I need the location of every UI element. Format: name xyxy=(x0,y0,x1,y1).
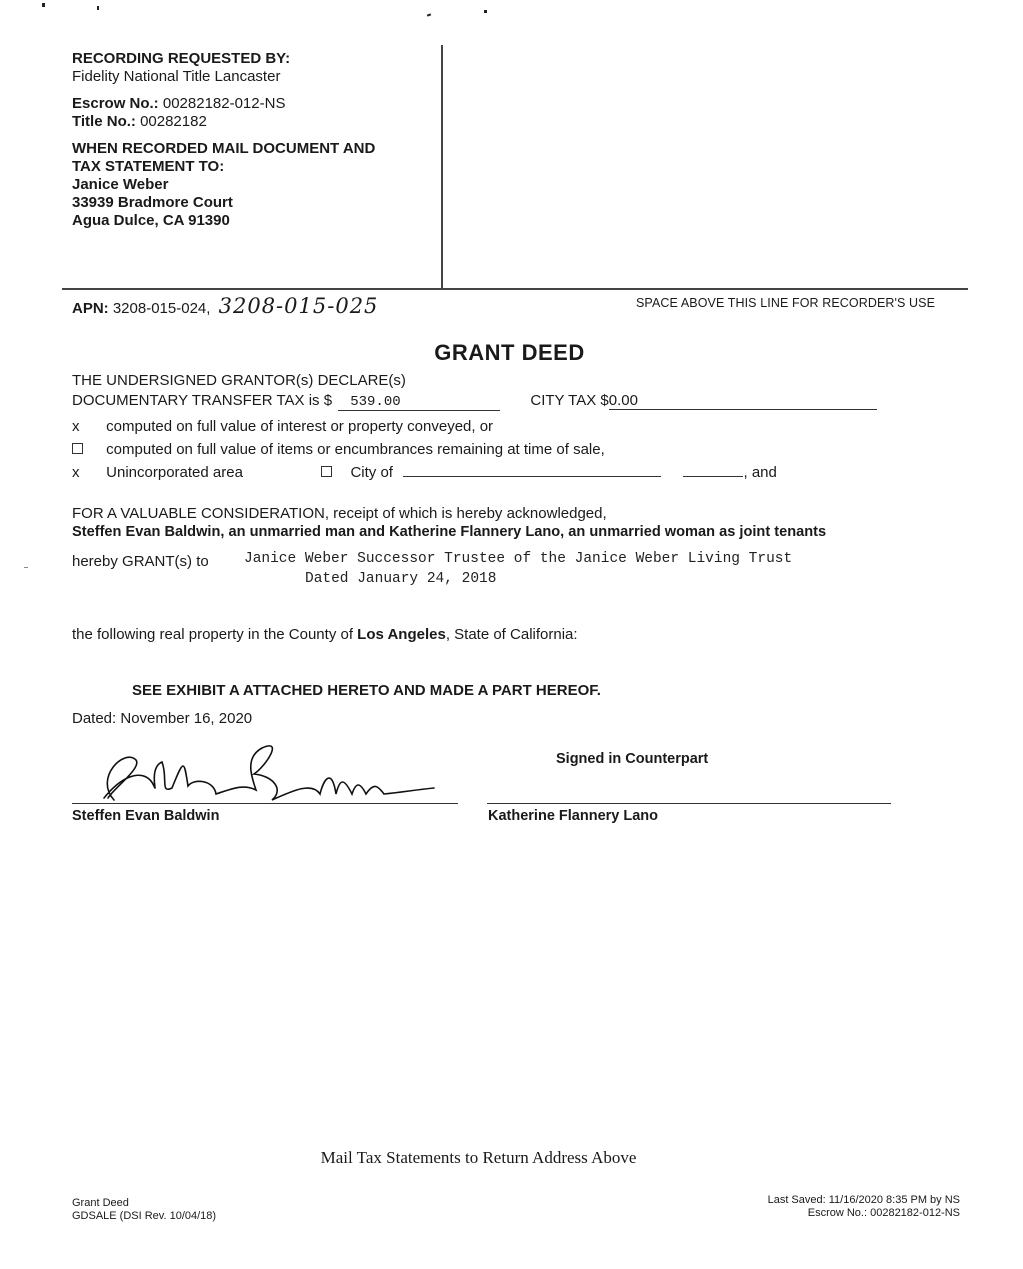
consideration-line: FOR A VALUABLE CONSIDERATION, receipt of which is hereby acknowledged, xyxy=(72,505,607,522)
city-of-label: City of xyxy=(350,464,393,481)
recorder-box-divider xyxy=(441,45,443,289)
document-title-text: GRANT DEED xyxy=(434,340,585,365)
transfer-tax-label: DOCUMENTARY TRANSFER TAX is $ xyxy=(72,392,333,409)
property-prefix: the following real property in the County of xyxy=(72,626,353,643)
city-tax-label: CITY TAX $ xyxy=(530,392,609,409)
city-of-field[interactable] xyxy=(403,476,661,477)
checkbox-full-value[interactable]: x xyxy=(72,418,80,435)
apn-handwritten: 3208-015-025 xyxy=(218,294,379,318)
scan-speck xyxy=(97,6,99,10)
footer-right xyxy=(768,1194,960,1220)
apn-label: APN: xyxy=(72,300,109,317)
recorder-use-note: SPACE ABOVE THIS LINE FOR RECORDER'S USE xyxy=(636,296,936,310)
tax-option-row xyxy=(72,441,605,458)
mail-to-street: 33939 Bradmore Court xyxy=(72,194,233,211)
signature-line-steffen xyxy=(72,803,458,804)
tax-option-label: computed on full value of items or encumbrances remaining at time of sale, xyxy=(106,441,605,458)
checkbox-city-of[interactable] xyxy=(321,466,332,477)
title-number-label: Title No.: xyxy=(72,113,136,130)
grantee-line-2: Dated January 24, 2018 xyxy=(305,571,497,587)
footer-escrow-number: Escrow No.: 00282182-012-NS xyxy=(807,1207,960,1219)
scan-speck xyxy=(484,10,487,13)
declaration-line: THE UNDERSIGNED GRANTOR(s) DECLARE(s) xyxy=(72,372,406,389)
property-suffix: , State of California: xyxy=(445,626,578,643)
dated-value: November 16, 2020 xyxy=(120,710,253,727)
dated-row xyxy=(72,710,252,727)
grantee-line-1: Janice Weber Successor Trustee of the Janice Weber Living Trust xyxy=(244,551,793,567)
scan-speck xyxy=(42,3,45,7)
tax-option-label: computed on full value of interest or property conveyed, or xyxy=(106,418,494,435)
footer-form-name: Grant Deed xyxy=(72,1197,129,1209)
footer-form-code: GDSALE (DSI Rev. 10/04/18) xyxy=(72,1210,217,1222)
exhibit-reference: SEE EXHIBIT A ATTACHED HERETO AND MADE A PART HEREOF. xyxy=(132,682,601,699)
signer-name-katherine: Katherine Flannery Lano xyxy=(488,808,659,824)
recording-requested-label: RECORDING REQUESTED BY: xyxy=(72,50,291,67)
grantors: Steffen Evan Baldwin, an unmarried man and Katherine Flannery Lano, an unmarried woman as joint tenants xyxy=(72,524,827,540)
mail-to-name: Janice Weber xyxy=(72,176,169,193)
transfer-tax-row xyxy=(72,392,877,411)
recording-header xyxy=(72,50,432,230)
footer-last-saved: Last Saved: 11/16/2020 8:35 PM by NS xyxy=(767,1194,960,1206)
scan-speck xyxy=(24,567,28,568)
city-of-field-extra[interactable] xyxy=(683,476,743,477)
apn-row xyxy=(72,294,378,318)
city-tax-value: 0.00 xyxy=(609,392,877,410)
transfer-tax-value: 539.00 xyxy=(338,394,500,411)
signer-name-steffen: Steffen Evan Baldwin xyxy=(72,808,220,824)
property-row xyxy=(72,626,578,643)
title-number-row xyxy=(72,113,432,131)
signature-line-katherine xyxy=(487,803,891,804)
recording-requested-by: Fidelity National Title Lancaster xyxy=(72,68,281,85)
mail-to-label-2: TAX STATEMENT TO: xyxy=(72,158,225,175)
dated-label: Dated: xyxy=(72,710,117,727)
checkbox-encumbrances[interactable] xyxy=(72,441,102,458)
handwritten-signature-icon xyxy=(84,738,454,808)
scan-speck xyxy=(427,13,431,16)
mail-to-label: WHEN RECORDED MAIL DOCUMENT AND xyxy=(72,140,376,157)
mail-to-city: Agua Dulce, CA 91390 xyxy=(72,212,230,229)
empty-checkbox-icon xyxy=(72,443,83,454)
grant-label: hereby GRANT(s) to xyxy=(72,553,209,570)
property-county: Los Angeles xyxy=(357,626,446,643)
escrow-number: 00282182-012-NS xyxy=(162,95,286,112)
unincorporated-label: Unincorporated area xyxy=(106,464,243,481)
apn-typed: 3208-015-024, xyxy=(112,300,211,317)
footer-left xyxy=(72,1197,216,1223)
document-title xyxy=(0,340,1023,366)
checkbox-unincorporated[interactable]: x xyxy=(72,464,80,481)
signature-steffen xyxy=(84,738,454,808)
tax-option-row xyxy=(72,418,493,435)
area-row xyxy=(72,464,777,481)
signed-in-counterpart: Signed in Counterpart xyxy=(556,751,709,767)
escrow-number-row xyxy=(72,95,432,113)
mail-tax-note: Mail Tax Statements to Return Address Above xyxy=(320,1148,637,1167)
title-number: 00282182 xyxy=(140,113,207,130)
escrow-number-label: Escrow No.: xyxy=(72,95,159,112)
recorder-space-rule xyxy=(62,288,968,290)
city-of-suffix: , and xyxy=(743,464,777,481)
